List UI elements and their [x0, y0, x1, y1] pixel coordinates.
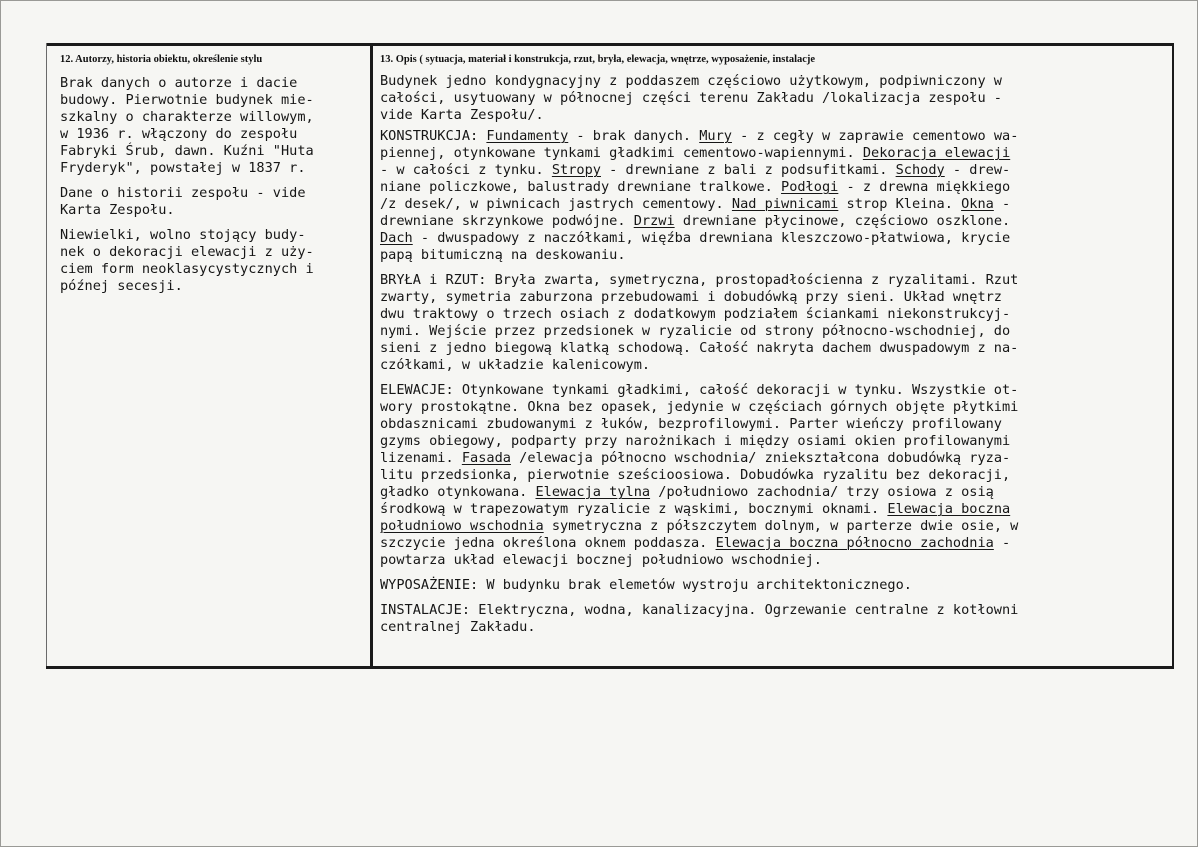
- text-run: lizenami.: [380, 450, 462, 466]
- underlined-term: Schody: [895, 162, 945, 178]
- text-run: powtarza układ elewacji bocznej południowo wschodniej.: [380, 552, 822, 568]
- instalacje-line: centralnej Zakładu.: [380, 619, 536, 635]
- text-run: gładko otynkowana.: [380, 484, 536, 500]
- left-text-line: Dane o historii zespołu - vide: [60, 185, 306, 201]
- text-run: drewniane płycinowe, częściowo oszklone.: [674, 213, 1011, 229]
- left-text-line: ciem form neoklasycystycznych i: [60, 261, 314, 277]
- underlined-term: Fasada: [461, 450, 511, 466]
- underlined-term: południowo wschodnia: [380, 518, 544, 534]
- left-text-line: nek o dekoracji elewacji z uży-: [60, 244, 314, 260]
- form-bottom-rule: [46, 666, 1174, 669]
- underlined-term: Podłogi: [781, 179, 839, 195]
- bryla-line: czółkami, w układzie kalenicowym.: [380, 357, 651, 373]
- bryla-line: zwarty, symetria zaburzona przebudowami i dobudówką przy sieni. Układ wnętrz: [380, 289, 1002, 305]
- text-run: - brak danych.: [568, 128, 700, 144]
- paragraph-gap: [60, 219, 365, 227]
- text-run: symetryczna z półszczytem dolnym, w parterze dwie osie, w: [543, 518, 1019, 534]
- left-text-line: w 1936 r. włączony do zespołu: [60, 126, 298, 142]
- left-text-line: Niewielki, wolno stojący budy-: [60, 227, 306, 243]
- description-text: [380, 73, 1170, 636]
- form-left-rule: [46, 43, 47, 669]
- text-run: /elewacja północno wschodnia/ zniekształcona dobudówką ryza-: [510, 450, 1011, 466]
- bryla-line: nymi. Wejście przez przedsionek w ryzalicie od strony północno-wschodniej, do: [380, 323, 1011, 339]
- left-text-line: szkalny o charakterze willowym,: [60, 109, 314, 125]
- konstrukcja-line: [380, 230, 1170, 247]
- text-run: niane policzkowe, balustrady drewniane tralkowe.: [380, 179, 782, 195]
- text-run: - dwuspadowy z naczółkami, więźba drewniana kleszczowo-płatwiowa, krycie: [412, 230, 1011, 246]
- konstrukcja-line: [380, 128, 1170, 145]
- left-text-line: Fabryki Śrub, dawn. Kuźni "Huta: [60, 143, 314, 159]
- underlined-term: Drzwi: [633, 213, 675, 229]
- elewacje-line: [380, 416, 1170, 433]
- intro-line: vide Karta Zespołu/.: [380, 107, 544, 123]
- text-run: -: [993, 196, 1011, 212]
- text-run: KONSTRUKCJA:: [380, 128, 487, 144]
- elewacje-line: [380, 399, 1170, 416]
- section-13-header: 13. Opis ( sytuacja, materiał i konstrukcja, rzut, bryła, elewacja, wnętrze, wyposażenie, instalacje: [380, 54, 816, 65]
- text-run: gzyms obiegowy, podparty przy narożnikach i między osiami okien profilowanymi: [380, 433, 1011, 449]
- konstrukcja-line: [380, 196, 1170, 213]
- text-run: /z desek/, w piwnicach jastrych cementowy.: [380, 196, 732, 212]
- authors-history-text: [60, 75, 365, 295]
- bryla-line: BRYŁA i RZUT: Bryła zwarta, symetryczna, prostopadłościenna z ryzalitami. Rzut: [380, 272, 1019, 288]
- text-run: - drew-: [944, 162, 1011, 178]
- section-12-header: 12. Autorzy, historia obiektu, określenie stylu: [60, 54, 263, 65]
- paragraph-gap: [380, 594, 1170, 602]
- konstrukcja-line: [380, 213, 1170, 230]
- elewacje-line: [380, 484, 1170, 501]
- text-run: wory prostokątne. Okna bez opasek, jedynie w częściach górnych objęte płytkimi: [380, 399, 1019, 415]
- underlined-term: Mury: [699, 128, 732, 144]
- text-run: - w całości z tynku.: [380, 162, 552, 178]
- instalacje-line: INSTALACJE: Elektryczna, wodna, kanalizacyjna. Ogrzewanie centralne z kotłowni: [380, 602, 1019, 618]
- underlined-term: Elewacja boczna: [887, 501, 1011, 517]
- text-run: - z cegły w zaprawie cementowo wa-: [731, 128, 1019, 144]
- left-text-line: budowy. Pierwotnie budynek mie-: [60, 92, 314, 108]
- underlined-term: Stropy: [551, 162, 601, 178]
- text-run: litu przedsionka, pierwotnie sześcioosiowa. Dobudówka ryzalitu bez dekoracji,: [380, 467, 1011, 483]
- konstrukcja-line: [380, 179, 1170, 196]
- intro-line: Budynek jedno kondygnacyjny z poddaszem częściowo użytkowym, podpiwniczony w: [380, 73, 1002, 89]
- text-run: szczycie jedna określona oknem poddasza.: [380, 535, 716, 551]
- text-run: strop Kleina.: [838, 196, 962, 212]
- left-text-line: Fryderyk", powstałej w 1837 r.: [60, 160, 306, 176]
- text-run: -: [993, 535, 1011, 551]
- underlined-term: Elewacja tylna: [535, 484, 651, 500]
- underlined-term: Nad piwnicami: [731, 196, 839, 212]
- bryla-line: sieni z jedno biegową klatką schodową. Całość nakryta dachem dwuspadowym z na-: [380, 340, 1019, 356]
- elewacje-line: [380, 518, 1170, 535]
- text-run: środkową w trapezowatym ryzalicie z wąskimi, bocznymi oknami.: [380, 501, 888, 517]
- paragraph-gap: [380, 264, 1170, 272]
- elewacje-line: [380, 382, 1170, 399]
- underlined-term: Dach: [380, 230, 413, 246]
- paragraph-gap: [380, 374, 1170, 382]
- form-top-rule: [46, 43, 1174, 46]
- form-right-rule: [1172, 43, 1174, 669]
- left-text-line: późnej secesji.: [60, 278, 183, 294]
- paragraph-gap: [60, 177, 365, 185]
- elewacje-line: [380, 552, 1170, 569]
- underlined-term: Elewacja boczna północno zachodnia: [715, 535, 994, 551]
- text-run: - z drewna miękkiego: [838, 179, 1011, 195]
- intro-line: całości, usytuowany w północnej części terenu Zakładu /lokalizacja zespołu -: [380, 90, 1002, 106]
- elewacje-line: [380, 535, 1170, 552]
- konstrukcja-line: [380, 145, 1170, 162]
- text-run: obdasznicami zbudowanymi z łuków, bezprofilowymi. Parter wieńczy profilowany: [380, 416, 1002, 432]
- left-text-line: Brak danych o autorze i dacie: [60, 75, 298, 91]
- konstrukcja-line: [380, 162, 1170, 179]
- text-run: papą bitumiczną na deskowaniu.: [380, 247, 626, 263]
- elewacje-line: [380, 450, 1170, 467]
- text-run: ELEWACJE: Otynkowane tynkami gładkimi, całość dekoracji w tynku. Wszystkie ot-: [380, 382, 1019, 398]
- elewacje-line: [380, 467, 1170, 484]
- underlined-term: Fundamenty: [486, 128, 569, 144]
- elewacje-line: [380, 501, 1170, 518]
- column-divider: [370, 43, 373, 668]
- wyposazenie-line: WYPOSAŻENIE: W budynku brak elemetów wystroju architektonicznego.: [380, 577, 912, 593]
- underlined-term: Dekoracja elewacji: [862, 145, 1011, 161]
- text-run: - drewniane z bali z podsufitkami.: [600, 162, 896, 178]
- elewacje-line: [380, 433, 1170, 450]
- bryla-line: dwu traktowy o trzech osiach z dodatkowym podziałem ściankami niekonstrukcyj-: [380, 306, 1011, 322]
- text-run: piennej, otynkowane tynkami gładkimi cementowo-wapiennymi.: [380, 145, 863, 161]
- left-text-line: Karta Zespołu.: [60, 202, 175, 218]
- paragraph-gap: [380, 569, 1170, 577]
- text-run: /południowo zachodnia/ trzy osiowa z osią: [650, 484, 994, 500]
- konstrukcja-line: [380, 247, 1170, 264]
- underlined-term: Okna: [961, 196, 994, 212]
- text-run: drewniane skrzynkowe podwójne.: [380, 213, 634, 229]
